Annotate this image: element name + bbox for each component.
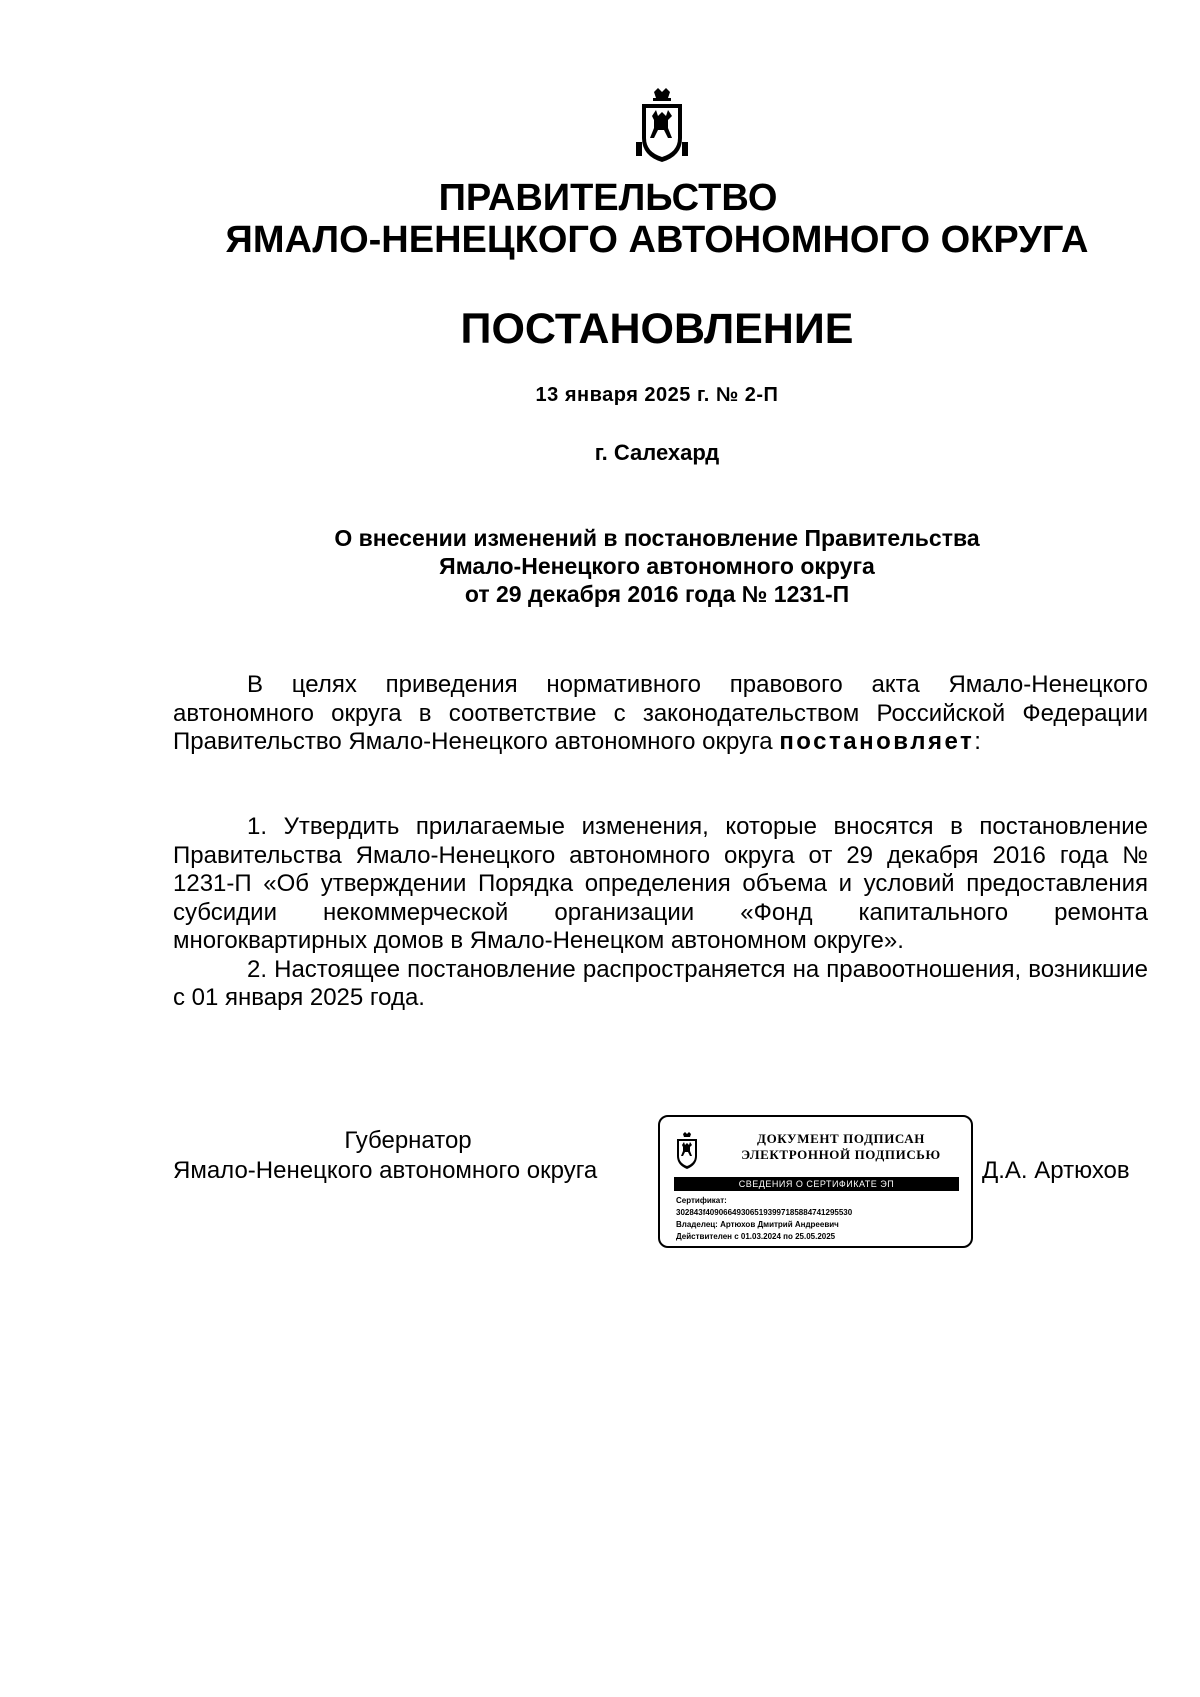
organization-name-line1: ПРАВИТЕЛЬСТВО bbox=[438, 177, 778, 219]
preamble-keyword: постановляет bbox=[779, 728, 975, 755]
signatory-position bbox=[173, 1126, 643, 1186]
document-title bbox=[57, 524, 1200, 608]
stamp-cert-number: 302843f409066493065193997185884741295530 bbox=[676, 1208, 853, 1217]
stamp-cert-label: Сертификат: bbox=[676, 1196, 727, 1205]
title-line-3: от 29 декабря 2016 года № 1231-П bbox=[464, 581, 850, 607]
document-city: г. Салехард bbox=[594, 440, 720, 465]
stamp-title-line2: ЭЛЕКТРОННОЙ ПОДПИСЬЮ bbox=[741, 1147, 941, 1162]
stamp-certificate-info bbox=[676, 1195, 852, 1243]
resolution-items bbox=[173, 813, 1148, 1013]
coat-of-arms-emblem bbox=[636, 86, 688, 164]
stamp-owner: Владелец: Артюхов Дмитрий Андреевич bbox=[676, 1220, 839, 1229]
stamp-emblem-icon bbox=[674, 1131, 700, 1171]
preamble-paragraph bbox=[173, 671, 1148, 757]
stamp-certificate-bar: СВЕДЕНИЯ О СЕРТИФИКАТЕ ЭП bbox=[674, 1177, 959, 1191]
preamble-end: : bbox=[974, 728, 981, 755]
signatory-position-line2: Ямало-Ненецкого автономного округа bbox=[173, 1157, 598, 1184]
title-line-1: О внесении изменений в постановление Правительства bbox=[334, 525, 980, 551]
signatory-name: Д.А. Артюхов bbox=[982, 1157, 1130, 1184]
organization-name-line2: ЯМАЛО-НЕНЕЦКОГО АВТОНОМНОГО ОКРУГА bbox=[225, 219, 1089, 261]
signatory-position-line1: Губернатор bbox=[344, 1127, 472, 1154]
document-type: ПОСТАНОВЛЕНИЕ bbox=[460, 305, 854, 353]
stamp-validity: Действителен с 01.03.2024 по 25.05.2025 bbox=[676, 1232, 836, 1241]
title-line-2: Ямало-Ненецкого автономного округа bbox=[439, 553, 875, 579]
electronic-signature-stamp bbox=[658, 1115, 973, 1248]
resolution-item-1: 1. Утвердить прилагаемые изменения, которые вносятся в постановление Правительства Ямало-Ненецкого автономного округа от 29 декабря 2016 года № 1231-П «Об утверждении Порядка определения объема и условий предоставления субсидии некоммерческой организации «Фонд капитального ремонта многоквартирных домов в Ямало-Ненецком автономном округе». bbox=[173, 813, 1148, 954]
preamble-text: В целях приведения нормативного правового акта Ямало-Ненецкого автономного округа в соответствие с законодательством Российской Федерации Правительство Ямало-Ненецкого автономного округа bbox=[173, 671, 1148, 755]
resolution-item-2: 2. Настоящее постановление распространяется на правоотношения, возникшие с 01 января 2025 года. bbox=[173, 955, 1148, 1011]
stamp-title bbox=[716, 1131, 966, 1163]
document-date-number: 13 января 2025 г. № 2-П bbox=[535, 384, 779, 406]
stamp-title-line1: ДОКУМЕНТ ПОДПИСАН bbox=[757, 1131, 925, 1146]
